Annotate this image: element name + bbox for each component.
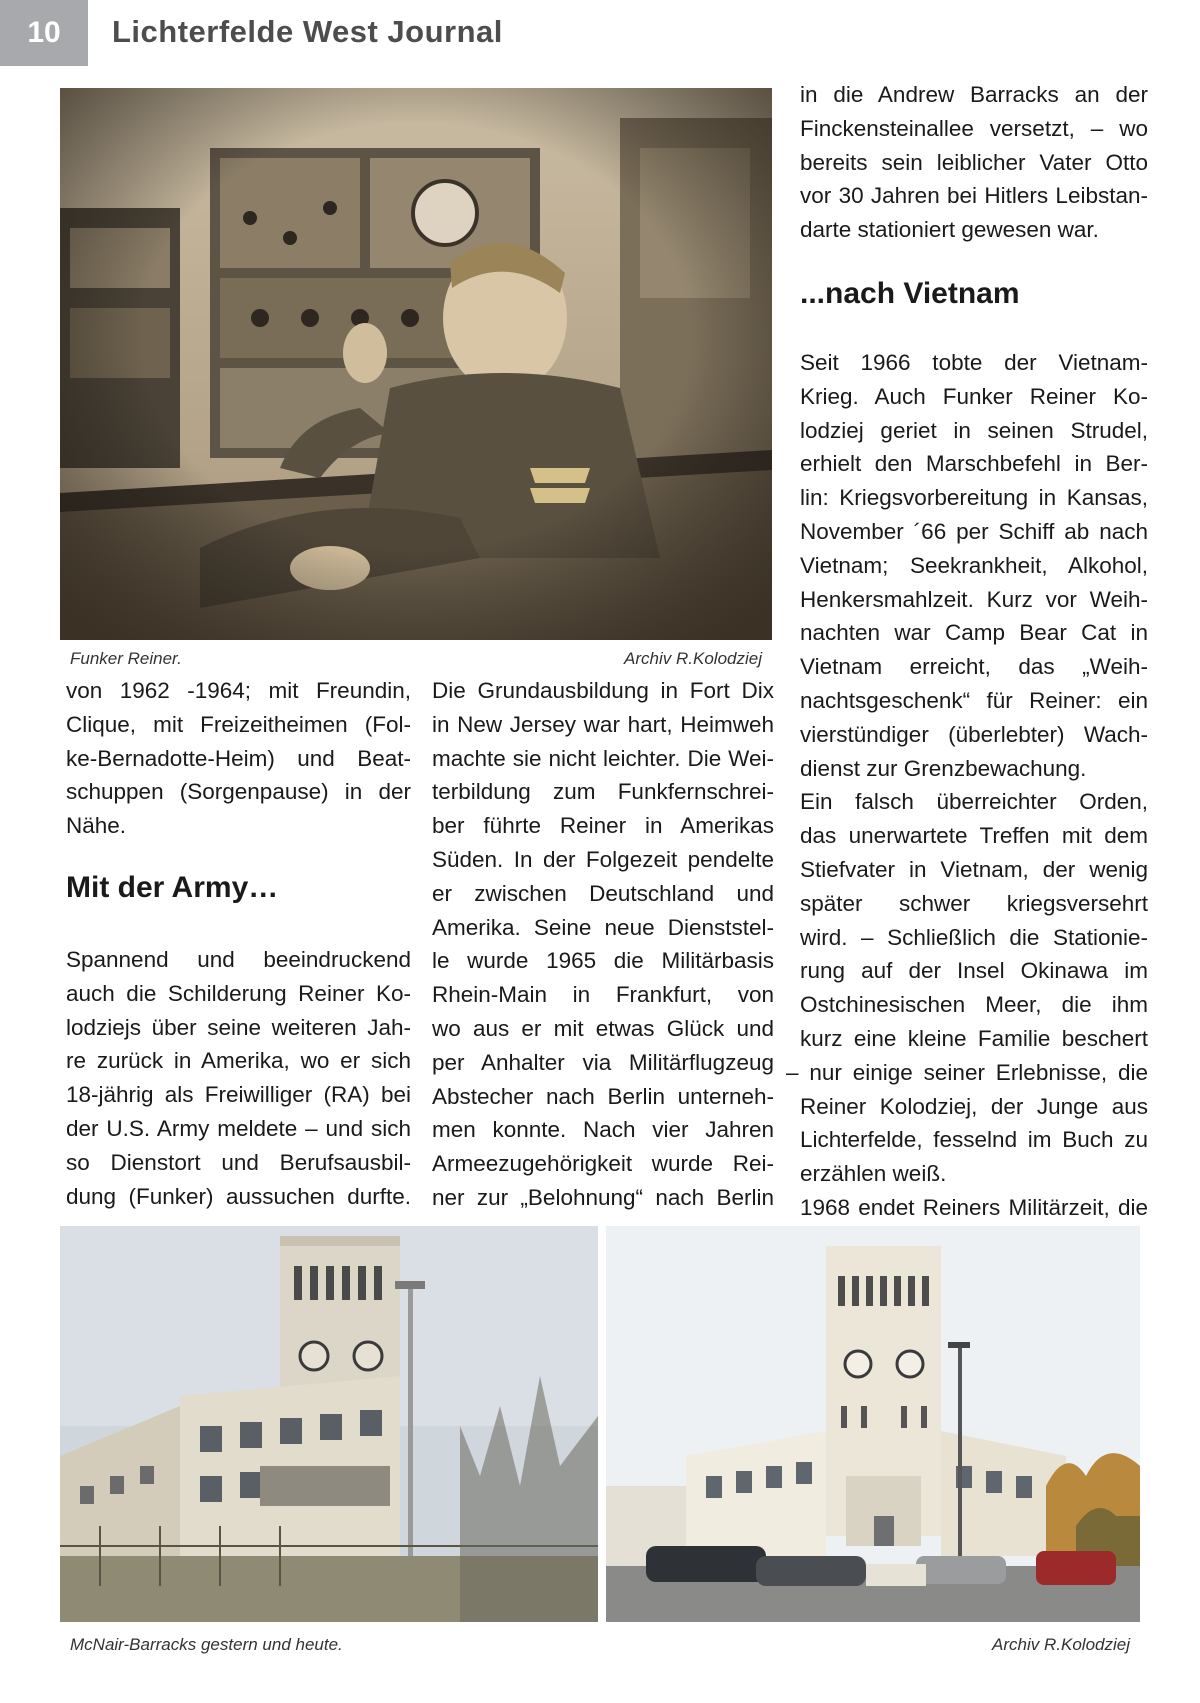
photo1-credit: Archiv R.Kolodziej <box>624 649 762 668</box>
top-right-paragraph: in die Andrew Barracks an der Finckensteinallee versetzt, – wo bereits sein leiblicher Vater Otto vor 30 Jahren bei Hitlers Leibstan- darte stationiert gewesen war. <box>800 82 1148 243</box>
photo1-caption: Funker Reiner. <box>70 649 182 668</box>
heading-nach-vietnam: ...nach Vietnam <box>800 277 1020 310</box>
column-3-text: Seit 1966 tobte der Vietnam- Krieg. Auch Funker Reiner Ko- lodziej geriet in seinen Strudel, erhielt den Marschbefehl in Ber- lin: Kriegsvorbereitung in Kansas, November ´66 per Schiff ab nach Vietnam; Seekrankheit, Alkohol, Henkersmahlzeit. Kurz vor Weih- nachten war Camp Bear Cat in Vietnam erreicht, das „Weih- nachtsgeschenk“ für Reiner: ein vierstündiger (überlebter) Wach- dienst zur Grenzbewachung. Ein falsch überreichter Orden, das unerwartete Treffen mit dem Stiefvater in Vietnam, der wenig später schwer kriegsversehrt wird. – Schließlich die Stationie- rung auf der Insel Okinawa im Ostchinesischen Meer, die ihm kurz eine kleine Familie beschert – nur einige seiner Erlebnisse, die Reiner Kolodziej, der Junge aus Lichterfelde, fesselnd im Buch zu erzählen weiß. 1968 endet Reiners Militärzeit, die <box>786 350 1148 1220</box>
heading-mit-der-army: Mit der Army… <box>66 871 279 904</box>
photo-funker-reiner <box>60 88 772 640</box>
page-number: 10 <box>0 0 88 66</box>
column-2-text: Die Grundausbildung in Fort Dix in New Jersey war hart, Heimweh machte sie nicht leichter. Die Wei- terbildung zum Funkfernschrei- ber führte Reiner in Amerikas Süden. In der Folgezeit pendelte er zwischen Deutschland und Amerika. Seine neue Dienststel- le wurde 1965 die Militärbasis Rhein-Main in Frankfurt, von wo aus er mit etwas Glück und per Anhalter via Militärflugzeug Abstecher nach Berlin unterneh- men konnte. Nach vier Jahren Armeezugehörigkeit wurde Rei- ner zur „Belohnung“ nach Berlin <box>432 678 774 1210</box>
column-1-text-b: Spannend und beeindruckend auch die Schilderung Reiner Ko- lodziejs über seine weiteren Jah- re zurück in Amerika, wo er sich 18-jährig als Freiwilliger (RA) bei der U.S. Army meldete – und sich so Dienstort und Berufsausbil- dung (Funker) aussuchen durfte. <box>66 947 411 1209</box>
bottom-photos-caption: McNair-Barracks gestern und heute. <box>70 1635 343 1654</box>
photo-barracks-gestern <box>60 1226 598 1622</box>
photo-barracks-heute <box>606 1226 1140 1622</box>
column-1-text: von 1962 -1964; mit Freundin, Clique, mit Freizeitheimen (Fol- ke-Bernadotte-Heim) und Beat- schuppen (Sorgenpause) in der Nähe. <box>66 678 411 839</box>
bottom-photos-credit: Archiv R.Kolodziej <box>992 1635 1130 1654</box>
journal-title: Lichterfelde West Journal <box>112 14 503 49</box>
